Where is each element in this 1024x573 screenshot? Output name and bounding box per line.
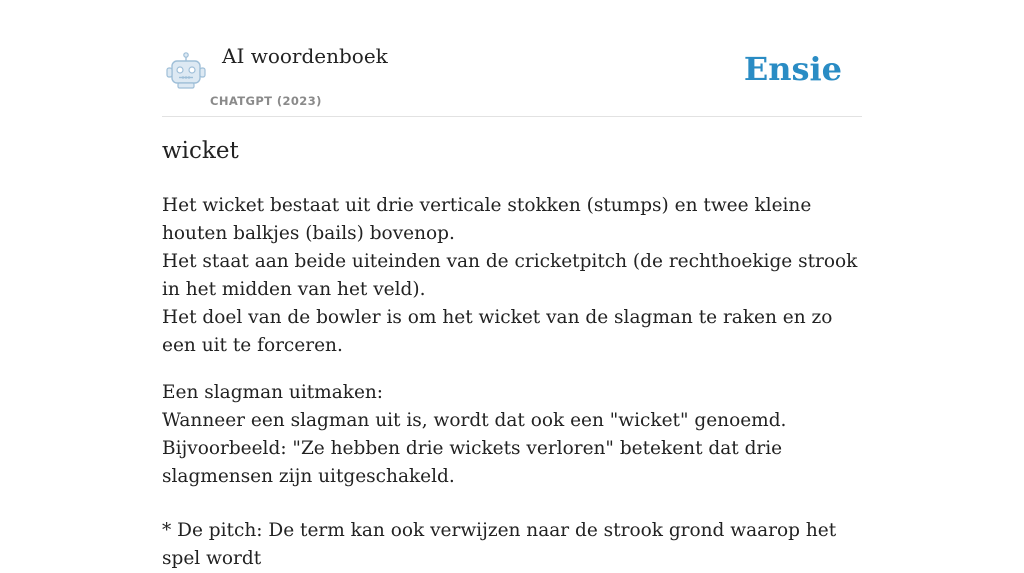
definition-line: Het staat aan beide uiteinden van de cricketpitch (de rechthoekige strook in het midden van het veld). bbox=[162, 251, 858, 300]
ensie-logo[interactable]: Ensie bbox=[743, 50, 842, 88]
definition-text bbox=[162, 192, 862, 573]
robot-icon bbox=[166, 52, 206, 90]
definition-line: * De pitch: De term kan ook verwijzen naar de strook grond waarop het spel wordt bbox=[162, 520, 837, 569]
definition-line: Het doel van de bowler is om het wicket van de slagman te raken en zo een uit te forceren. bbox=[162, 307, 833, 356]
source-subtitle: CHATGPT (2023) bbox=[210, 94, 322, 108]
term-heading: wicket bbox=[162, 138, 239, 164]
definition-line: Een slagman uitmaken: bbox=[162, 382, 384, 403]
header bbox=[162, 0, 862, 117]
page bbox=[162, 0, 862, 569]
definition-line: Wanneer een slagman uit is, wordt dat ook een "wicket" genoemd. Bijvoorbeeld: "Ze hebben drie wickets verloren" betekent dat drie slagmensen zijn uitgeschakeld. bbox=[162, 410, 787, 487]
source-title[interactable]: AI woordenboek bbox=[222, 44, 388, 68]
definition-line: Het wicket bestaat uit drie verticale stokken (stumps) en twee kleine houten balkjes (bails) bovenop. bbox=[162, 195, 812, 244]
